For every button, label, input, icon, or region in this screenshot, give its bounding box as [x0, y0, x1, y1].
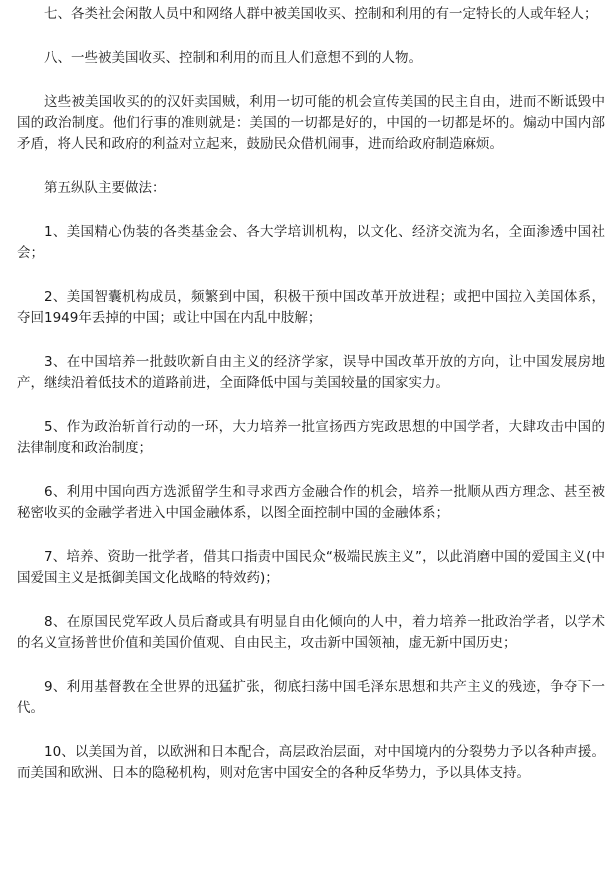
list-item-5: 5、作为政治斩首行动的一环，大力培养一批宣扬西方宪政思想的中国学者，大肆攻击中国的法律制度和政治制度； — [17, 419, 605, 456]
section-heading-fifth-column: 第五纵队主要做法： — [44, 180, 166, 196]
list-item-3: 3、在中国培养一批鼓吹新自由主义的经济学家，误导中国改革开放的方向，让中国发展房地产，继续沿着低技术的道路前进，全面降低中国与美国较量的国家实力。 — [17, 354, 605, 391]
list-item-1: 1、美国精心伪装的各类基金会、各大学培训机构，以文化、经济交流为名，全面渗透中国社会； — [17, 224, 605, 261]
paragraph-item-7: 七、各类社会闲散人员中和网络人群中被美国收买、控制和利用的有一定特长的人或年轻人； — [44, 6, 598, 22]
paragraph-item-8: 八、一些被美国收买、控制和利用的而且人们意想不到的人物。 — [44, 50, 422, 66]
list-item-6: 6、利用中国向西方选派留学生和寻求西方金融合作的机会，培养一批顺从西方理念、甚至被秘密收买的金融学者进入中国金融体系，以图全面控制中国的金融体系； — [17, 484, 605, 521]
list-item-2: 2、美国智囊机构成员，频繁到中国，积极干预中国改革开放进程；或把中国拉入美国体系，夺回1949年丢掉的中国；或让中国在内乱中肢解； — [17, 289, 605, 326]
list-item-9: 9、利用基督教在全世界的迅猛扩张，彻底扫荡中国毛泽东思想和共产主义的残迹，争夺下一代。 — [17, 679, 605, 716]
list-item-7: 7、培养、资助一批学者，借其口指责中国民众“极端民族主义”，以此消磨中国的爱国主义(中国爱国主义是抵御美国文化战略的特效药)； — [17, 549, 605, 586]
paragraph-summary: 这些被美国收买的的汉奸卖国贼，利用一切可能的机会宣传美国的民主自由，进而不断诋毁中国的政治制度。他们行事的准则就是：美国的一切都是好的，中国的一切都是坏的。煽动中国内部矛盾，将人民和政府的利益对立起来，鼓励民众借机闹事，进而给政府制造麻烦。 — [17, 94, 605, 152]
list-item-10: 10、以美国为首，以欧洲和日本配合，高层政治层面，对中国境内的分裂势力予以各种声援。而美国和欧洲、日本的隐秘机构，则对危害中国安全的各种反华势力，予以具体支持。 — [17, 744, 605, 781]
list-item-8: 8、在原国民党军政人员后裔或具有明显自由化倾向的人中，着力培养一批政治学者，以学术的名义宣扬普世价值和美国价值观、自由民主，攻击新中国领袖，虚无新中国历史； — [17, 614, 605, 651]
